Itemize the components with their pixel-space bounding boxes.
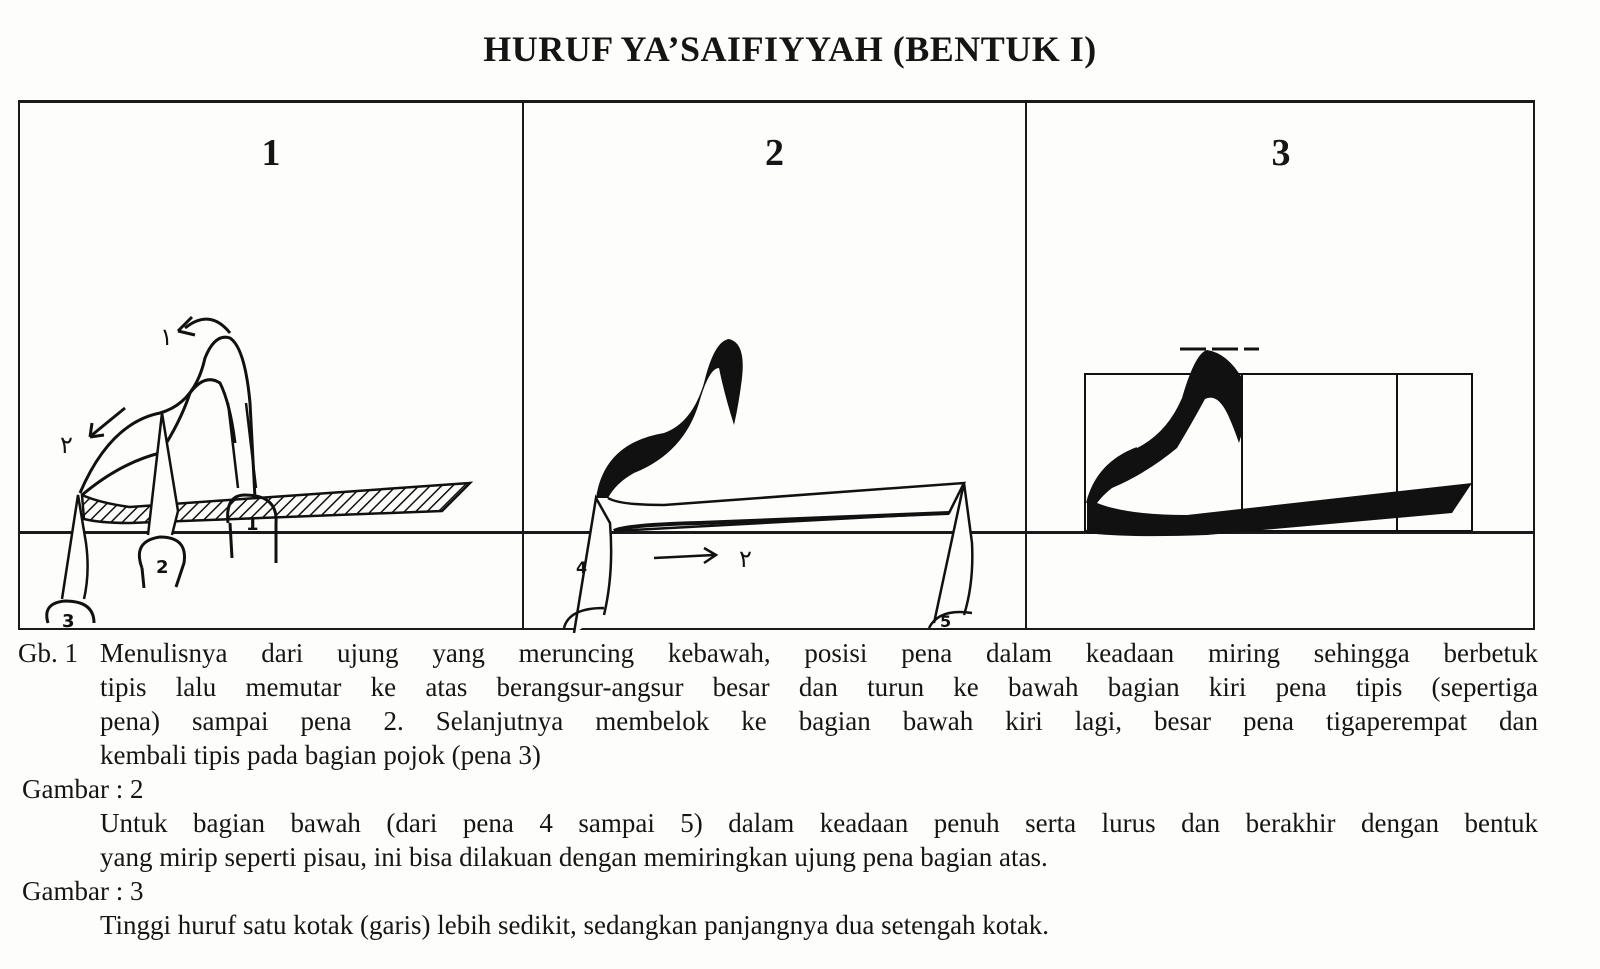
- panel-3: [1027, 103, 1535, 628]
- pen-label: 5: [940, 612, 952, 631]
- caption-line: yang mirip seperti pisau, ini bisa dilakuan dengan memiringkan ujung pena bagian atas.: [100, 842, 1048, 872]
- calligraphy-figure: [18, 100, 1535, 630]
- stroke-marker: ٢: [739, 545, 752, 573]
- panel-1: [20, 103, 524, 632]
- caption-block: [18, 636, 1538, 942]
- figure-label: Gb. 1: [18, 638, 78, 668]
- caption-line: pena) sampai pena 2. Selanjutnya membelok ke bagian bawah kiri lagi, besar pena tigaperempat dan: [100, 706, 1538, 736]
- panel-number: 2: [765, 132, 784, 174]
- caption-line: Menulisnya dari ujung yang meruncing kebawah, posisi pena dalam keadaan miring sehingga berbetuk: [100, 638, 1538, 668]
- panel-2: [524, 103, 1027, 631]
- pen-label: 2: [156, 557, 169, 578]
- panel-number: 3: [1271, 132, 1291, 174]
- caption-heading-gambar-3: Gambar : 3: [22, 876, 144, 906]
- stroke-marker: ١: [160, 323, 173, 351]
- caption-line: Untuk bagian bawah (dari pena 4 sampai 5) dalam keadaan penuh serta lurus dan berakhir dengan bentuk: [100, 808, 1538, 838]
- stroke-diagram-1-icon: [20, 103, 524, 633]
- caption-gb1: [18, 636, 1538, 670]
- page-title: HURUF YA’SAIFIYYAH (BENTUK I): [483, 29, 1097, 69]
- caption-heading-gambar-2: Gambar : 2: [22, 774, 144, 804]
- pen-label: 4: [576, 558, 588, 577]
- pen-label: 1: [246, 514, 259, 535]
- caption-line: Tinggi huruf satu kotak (garis) lebih sedikit, sedangkan panjangnya dua setengah kotak.: [100, 910, 1050, 940]
- caption-line: tipis lalu memutar ke atas berangsur-angsur besar dan turun ke bawah bagian kiri pena tipis (sepertiga: [100, 672, 1538, 702]
- stroke-diagram-3-icon: [1027, 103, 1535, 633]
- stroke-diagram-2-icon: [524, 103, 1027, 633]
- panel-number: 1: [261, 132, 281, 174]
- pen-label: 3: [62, 611, 75, 632]
- stroke-marker: ٢: [60, 431, 73, 459]
- caption-line: kembali tipis pada bagian pojok (pena 3): [100, 740, 541, 770]
